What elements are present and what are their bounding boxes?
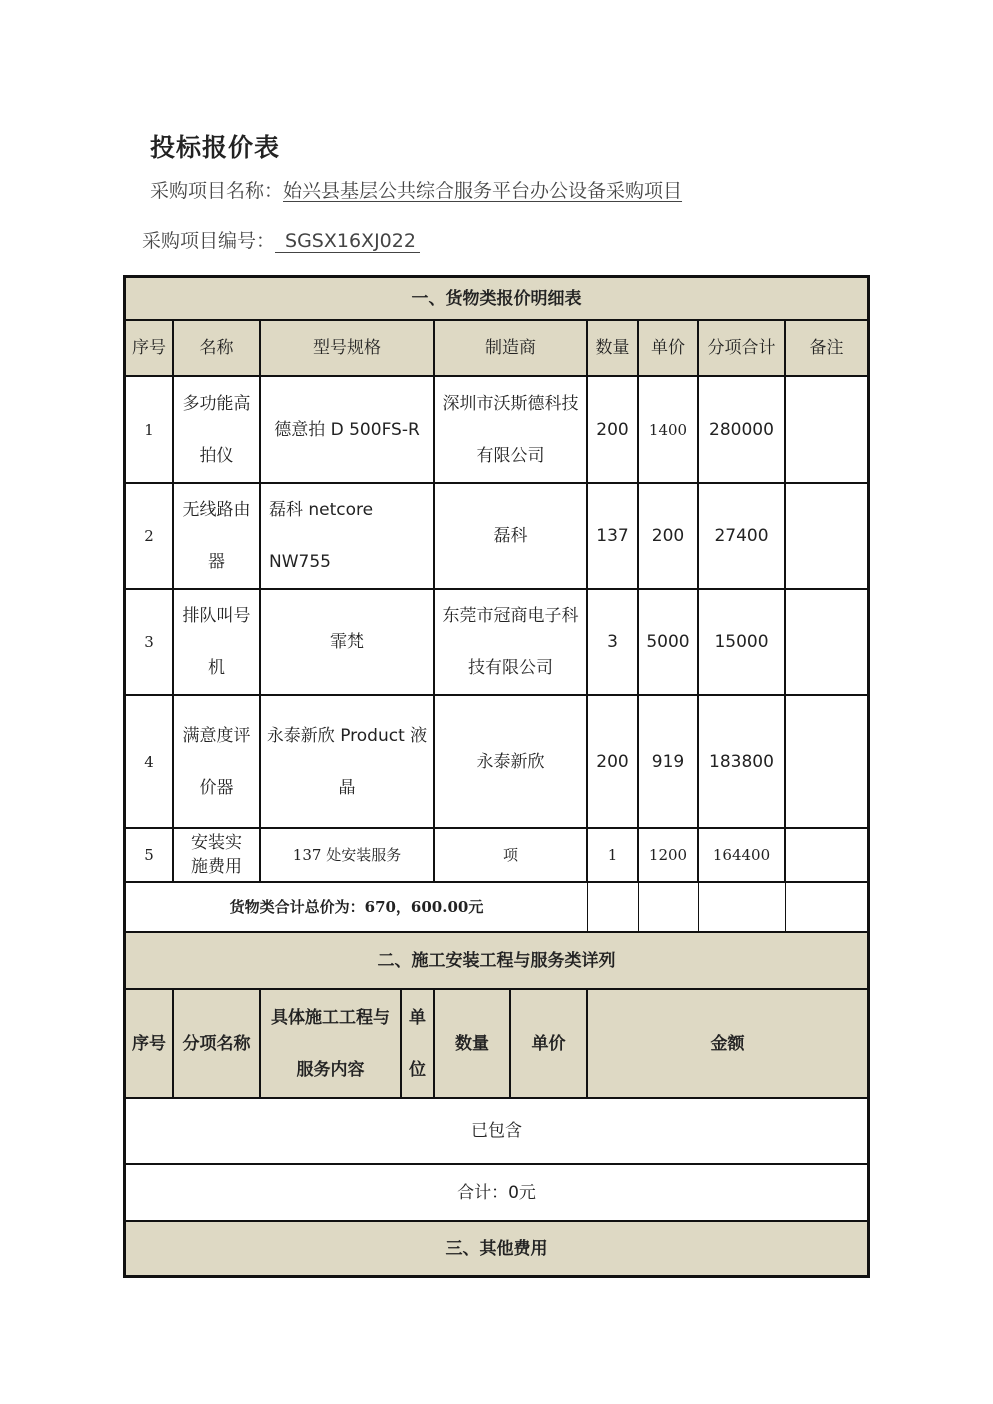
row4-price: 919 — [639, 696, 699, 829]
s2-header-content: 具体施工工程与服务内容 — [261, 990, 402, 1099]
s2-header-amount: 金额 — [588, 990, 867, 1099]
row5-no: 5 — [126, 829, 174, 883]
row1-no: 1 — [126, 377, 174, 484]
row5-model: 137 处安装服务 — [261, 829, 435, 883]
total-blank-qty — [588, 883, 639, 933]
row4-model: 永泰新欣 Product 液晶 — [261, 696, 435, 829]
row3-price: 5000 — [639, 590, 699, 696]
total-blank-note — [786, 883, 867, 933]
section3-title: 三、其他费用 — [126, 1222, 867, 1275]
row1-note — [786, 377, 867, 484]
s2-header-item: 分项名称 — [174, 990, 261, 1099]
project-name-line — [150, 176, 682, 203]
row4-maker: 永泰新欣 — [435, 696, 588, 829]
s2-header-qty: 数量 — [435, 990, 511, 1099]
row4-qty: 200 — [588, 696, 639, 829]
total-blank-price — [639, 883, 699, 933]
row3-qty: 3 — [588, 590, 639, 696]
s1-header-maker: 制造商 — [435, 321, 588, 377]
row3-maker: 东莞市冠商电子科技有限公司 — [435, 590, 588, 696]
s1-header-note: 备注 — [786, 321, 867, 377]
row5-note — [786, 829, 867, 883]
row1-name: 多功能高拍仪 — [174, 377, 261, 484]
quotation-table — [123, 275, 870, 1278]
project-code-value: SGSX16XJ022 — [275, 230, 420, 253]
row2-no: 2 — [126, 484, 174, 590]
section2-total: 合计：0元 — [126, 1165, 867, 1222]
row5-name: 安装实施费用 — [174, 829, 261, 883]
s2-header-price: 单价 — [511, 990, 588, 1099]
section2-included: 已包含 — [126, 1099, 867, 1165]
row5-maker: 项 — [435, 829, 588, 883]
document-title: 投标报价表 — [150, 133, 281, 162]
project-code-label: 采购项目编号： — [142, 230, 276, 252]
project-name-value: 始兴县基层公共综合服务平台办公设备采购项目 — [283, 180, 683, 202]
s1-header-no: 序号 — [126, 321, 174, 377]
row4-subtotal: 183800 — [699, 696, 786, 829]
row1-price: 1400 — [639, 377, 699, 484]
row2-qty: 137 — [588, 484, 639, 590]
row5-qty: 1 — [588, 829, 639, 883]
row5-subtotal: 164400 — [699, 829, 786, 883]
row3-model: 霏梵 — [261, 590, 435, 696]
row4-no: 4 — [126, 696, 174, 829]
row2-note — [786, 484, 867, 590]
row2-model: 磊科 netcore NW755 — [261, 484, 435, 590]
total-blank-subtotal — [699, 883, 786, 933]
row3-name: 排队叫号机 — [174, 590, 261, 696]
row4-note — [786, 696, 867, 829]
row3-note — [786, 590, 867, 696]
s1-header-subtotal: 分项合计 — [699, 321, 786, 377]
s2-header-no: 序号 — [126, 990, 174, 1099]
row2-maker: 磊科 — [435, 484, 588, 590]
s2-header-unit: 单位 — [402, 990, 435, 1099]
s1-header-name: 名称 — [174, 321, 261, 377]
row1-qty: 200 — [588, 377, 639, 484]
row1-model: 德意拍 D 500FS-R — [261, 377, 435, 484]
row2-name: 无线路由器 — [174, 484, 261, 590]
project-name-label: 采购项目名称： — [150, 180, 284, 202]
s1-header-qty: 数量 — [588, 321, 639, 377]
section1-total: 货物类合计总价为：670，600.00元 — [126, 883, 588, 933]
s1-header-price: 单价 — [639, 321, 699, 377]
row5-price: 1200 — [639, 829, 699, 883]
row3-subtotal: 15000 — [699, 590, 786, 696]
section2-title: 二、施工安装工程与服务类详列 — [126, 933, 867, 990]
section1-title: 一、货物类报价明细表 — [126, 278, 867, 321]
row1-maker: 深圳市沃斯德科技有限公司 — [435, 377, 588, 484]
row4-name: 满意度评价器 — [174, 696, 261, 829]
row2-subtotal: 27400 — [699, 484, 786, 590]
project-code-line — [142, 226, 420, 253]
row2-price: 200 — [639, 484, 699, 590]
row3-no: 3 — [126, 590, 174, 696]
row1-subtotal: 280000 — [699, 377, 786, 484]
s1-header-model: 型号规格 — [261, 321, 435, 377]
